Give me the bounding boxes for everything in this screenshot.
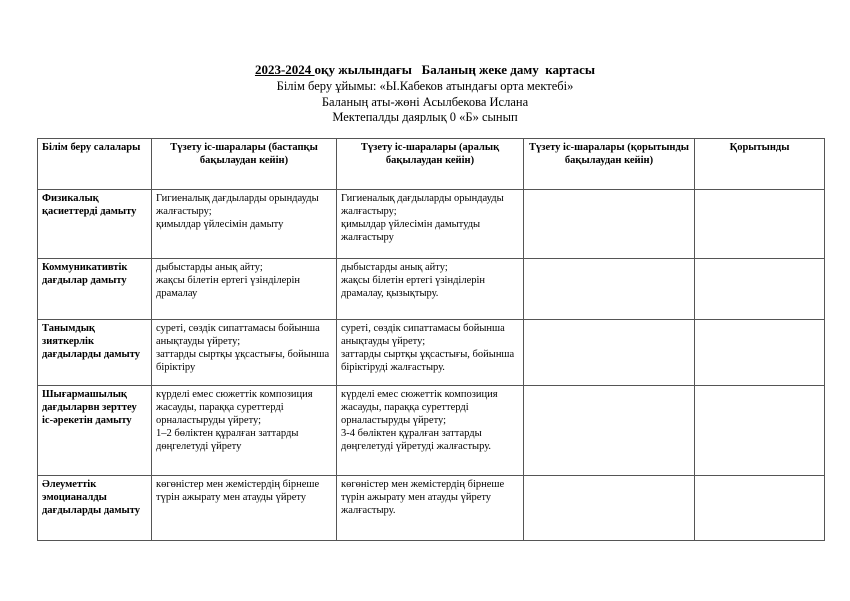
conclusion-cell [695,190,825,259]
conclusion-cell [695,386,825,476]
header-area: Білім беру салалары [38,139,152,190]
area-cell: Коммуникативтік дағдылар дамыту [38,259,152,320]
final-cell [524,386,695,476]
measure-line: қимылдар үйлесімін дамыту [156,219,284,230]
conclusion-cell [695,320,825,386]
organization-text: Білім беру ұйымы: «Ы.Кабеков атындағы орта мектебі» [276,79,574,93]
measure-line: заттарды сыртқы ұқсастығы, бойынша біріктіруді жалғастыру. [341,349,515,373]
measure-line: Гигиеналық дағдыларды орындауды жалғастыру; [341,193,504,217]
measure-line: жақсы білетін ертегі үзінділерін драмалау, қызықтыру. [341,275,486,299]
area-cell: Физикалық қасиеттерді дамыту [38,190,152,259]
table-header-row [38,139,825,190]
child-name-line [0,95,850,110]
title-text: оқу жылындағы Баланың жеке даму картасы [314,62,596,77]
header-intermediate: Түзету іс-шаралары (аралық бақылаудан кейін) [337,139,524,190]
final-cell [524,320,695,386]
measure-line: көгөністер мен жемістердің бірнеше түрін ажырату мен атауды үйрету жалғастыру. [341,479,505,516]
header-initial: Түзету іс-шаралары (бастапқы бақылаудан кейін) [152,139,337,190]
initial-measures-cell [152,190,337,259]
measure-line: суреті, сөздік сипаттамасы бойынша анықтауды үйрету; [341,323,505,347]
measure-line: 1–2 бөліктен құралған заттарды дөңгелетуді үйрету [156,428,299,452]
group-text: Мектепалды даярлық 0 «Б» сынып [332,110,518,124]
measure-line: заттарды сыртқы ұқсастығы, бойынша біріктіру [156,349,330,373]
header-final: Түзету іс-шаралары (қорытынды бақылаудан кейін) [524,139,695,190]
initial-measures-cell [152,386,337,476]
document-title [0,62,850,78]
development-card-table [37,138,825,541]
area-cell: Әлеуметтік эмоцианалды дағдыларды дамыту [38,476,152,541]
measure-line: 3-4 бөліктен құралған заттарды дөңгелетуді үйретуді жалғастыру. [341,428,492,452]
measure-line: күрделі емес сюжеттік композиция жасауды, параққа суреттерді орналастыруды үйрету; [341,389,498,426]
initial-measures-cell [152,259,337,320]
table-row [38,386,825,476]
organization-line [0,79,850,94]
area-cell: Шығармашылық дағдыларвн зерттеу іс-әрекетін дамыту [38,386,152,476]
intermediate-measures-cell [337,476,524,541]
intermediate-measures-cell [337,259,524,320]
table-row [38,320,825,386]
measure-line: Гигиеналық дағдыларды орындауды жалғастыру; [156,193,319,217]
measure-line: суреті, сөздік сипаттамасы бойынша анықтауды үйрету; [156,323,320,347]
measure-line: қимылдар үйлесімін дамытуды жалғастыру [341,219,481,243]
table-row [38,190,825,259]
area-cell: Танымдық зияткерлік дағдыларды дамыту [38,320,152,386]
conclusion-cell [695,259,825,320]
table-row [38,476,825,541]
group-line [0,110,850,125]
measure-line: дыбыстарды анық айту; [341,262,448,273]
final-cell [524,190,695,259]
final-cell [524,476,695,541]
table-row [38,259,825,320]
measure-line: дыбыстарды анық айту; [156,262,263,273]
intermediate-measures-cell [337,320,524,386]
academic-year: 2023-2024 [254,62,315,77]
initial-measures-cell [152,320,337,386]
measure-line: көгөністер мен жемістердің бірнеше түрін ажырату мен атауды үйрету [156,479,320,503]
measure-line: жақсы білетін ертегі үзінділерін драмалау [156,275,301,299]
initial-measures-cell [152,476,337,541]
child-name-text: Баланың аты-жөні Асылбекова Ислана [321,95,529,109]
final-cell [524,259,695,320]
conclusion-cell [695,476,825,541]
header-conclusion: Қорытынды [695,139,825,190]
measure-line: күрделі емес сюжеттік композиция жасауды, параққа суреттерді орналастыруды үйрету; [156,389,313,426]
intermediate-measures-cell [337,190,524,259]
intermediate-measures-cell [337,386,524,476]
